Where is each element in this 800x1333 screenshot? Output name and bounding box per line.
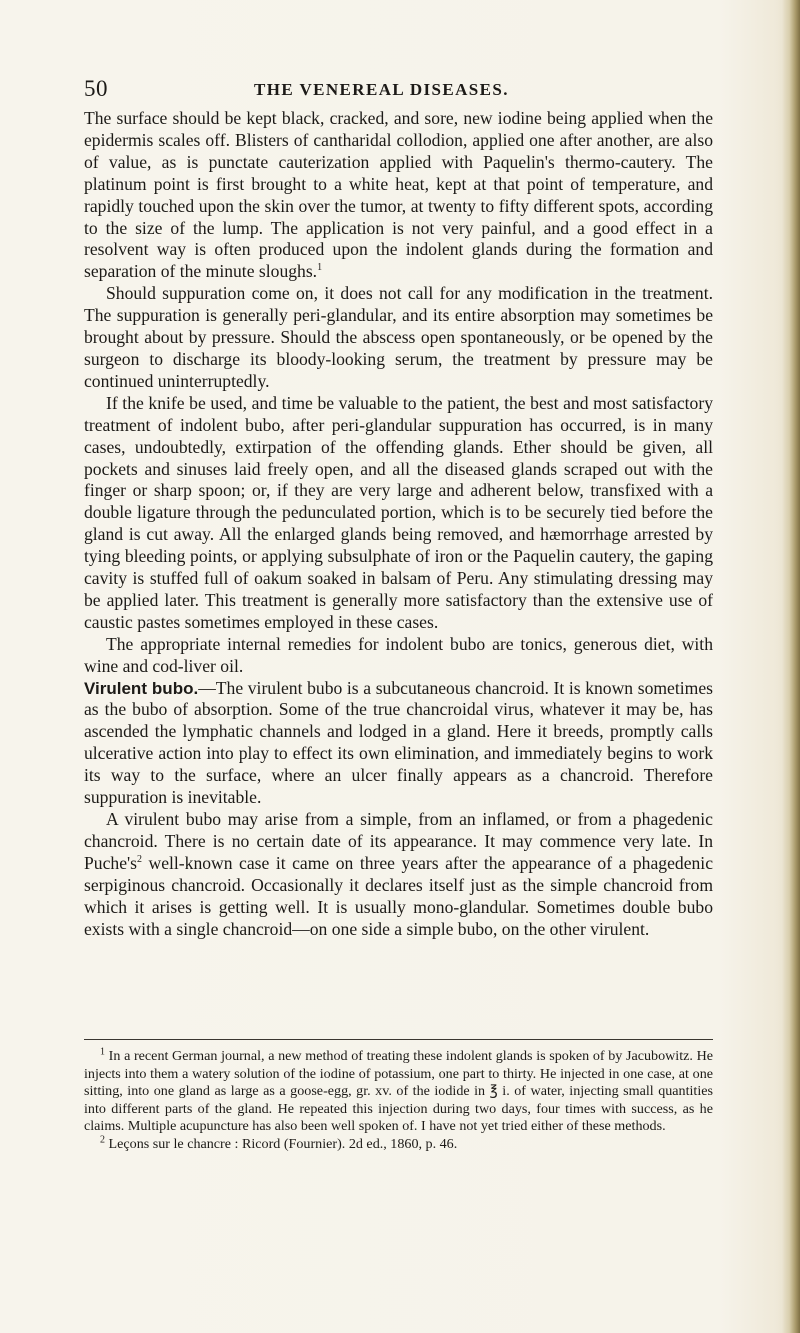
paragraph (84, 634, 713, 678)
text-run: A virulent bubo may arise from a simple, from an inflamed, or from a phagedenic chancroid. There is no certain date of its appearance. It may commence very late. In Puche's (84, 809, 713, 873)
section-run-head: Virulent bubo. (84, 678, 199, 698)
footnote-text: Leçons sur le chancre : Ricord (Fournier). 2d ed., 1860, p. 46. (108, 1135, 458, 1152)
text-run: well-known case it came on three years after the appearance of a phagedenic serpiginous chancroid. Occasionally it declares itself just as the simple chancroid from which it arises is getting well. It is usually mono-glandular. Sometimes double bubo exists with a single chancroid—on one side a simple bubo, on the other virulent. (84, 852, 713, 939)
text-run: The appropriate internal remedies for indolent bubo are tonics, generous diet, with wine and cod-liver oil. (84, 633, 713, 676)
footnote (84, 1136, 713, 1154)
footnote-ref: 1 (317, 262, 323, 274)
footnote-marker: 1 (100, 1046, 105, 1058)
text-run: Should suppuration come on, it does not call for any modification in the treatment. The suppuration is generally peri-glandular, and its entire absorption may sometimes be brought about by pressure. Should the abscess open spontaneously, or be opened by the surgeon to discharge its bloody-looking serum, the treatment by pressure may be continued uninterruptedly. (84, 283, 713, 391)
text-run: The surface should be kept black, cracked, and sore, new iodine being applied when the epidermis scales off. Blisters of cantharidal collodion, applied one after another, are also of value, as is punctate cauterization applied with Paquelin's thermo-cautery. The platinum point is first brought to a white heat, kept at that point of temperature, and rapidly touched upon the skin over the tumor, at twenty to fifty different spots, according to the size of the lump. The application is not very painful, and a good effect in a resolvent way is often produced upon the indolent glands during the formation and separation of the minute sloughs. (84, 108, 713, 282)
paragraph (84, 283, 713, 393)
page-edge (782, 0, 800, 1333)
footnote-marker: 2 (100, 1134, 105, 1146)
paragraph (84, 678, 713, 809)
footnote-ref: 2 (137, 853, 143, 865)
footnote-text: In a recent German journal, a new method of treating these indolent glands is spoken of by Jacubowitz. He injects into them a watery solution of the iodine of potassium, one part to thirty. He injected in one case, at one sitting, into one gland as large as a goose-egg, gr. xv. of the iodide in ℥ i. of water, injecting small quantities into different parts of the gland. He repeated this injection during two days, four times with success, as he claims. Multiple acupuncture has also been well spoken of. I have not yet tried either of these methods. (84, 1048, 714, 1135)
text-run: If the knife be used, and time be valuable to the patient, the best and most satisfactory treatment of indolent bubo, after peri-glandular suppuration has occurred, is in many cases, undoubtedly, extirpation of the offending glands. Ether should be given, all pockets and sinuses laid freely open, and all the diseased glands scraped out with the finger or sharp spoon; or, if they are very large and adherent below, transfixed with a double ligature through the pedunculated portion, which is to be securely tied before the gland is cut away. All the enlarged glands being removed, and hæmorrhage arrested by tying bleeding points, or applying subsulphate of iron or the Paquelin cautery, the gaping cavity is stuffed full of oakum soaked in balsam of Peru. Any stimulating dressing may be applied later. This treatment is generally more satisfactory than the extensive use of caustic pastes sometimes employed in these cases. (84, 392, 713, 632)
running-title: THE VENEREAL DISEASES. (254, 80, 509, 99)
text-run: —The virulent bubo is a subcutaneous chancroid. It is known sometimes as the bubo of absorption. Some of the true chancroidal virus, whatever it may be, has ascended the lymphatic channels and lodged in a gland. Here it breeds, promptly calls ulcerative action into play to effect its own elimination, and immediately begins to work its way to the surface, where an ulcer finally appears as a chancroid. Therefore suppuration is inevitable. (84, 677, 713, 808)
paragraph (84, 108, 713, 283)
page-header (84, 76, 724, 102)
footnote-rule (84, 1039, 713, 1040)
paragraph (84, 393, 713, 634)
footnotes (84, 1048, 713, 1154)
footnote (84, 1048, 713, 1136)
paragraph (84, 809, 713, 940)
page-number: 50 (84, 76, 108, 101)
body-text (84, 108, 713, 940)
